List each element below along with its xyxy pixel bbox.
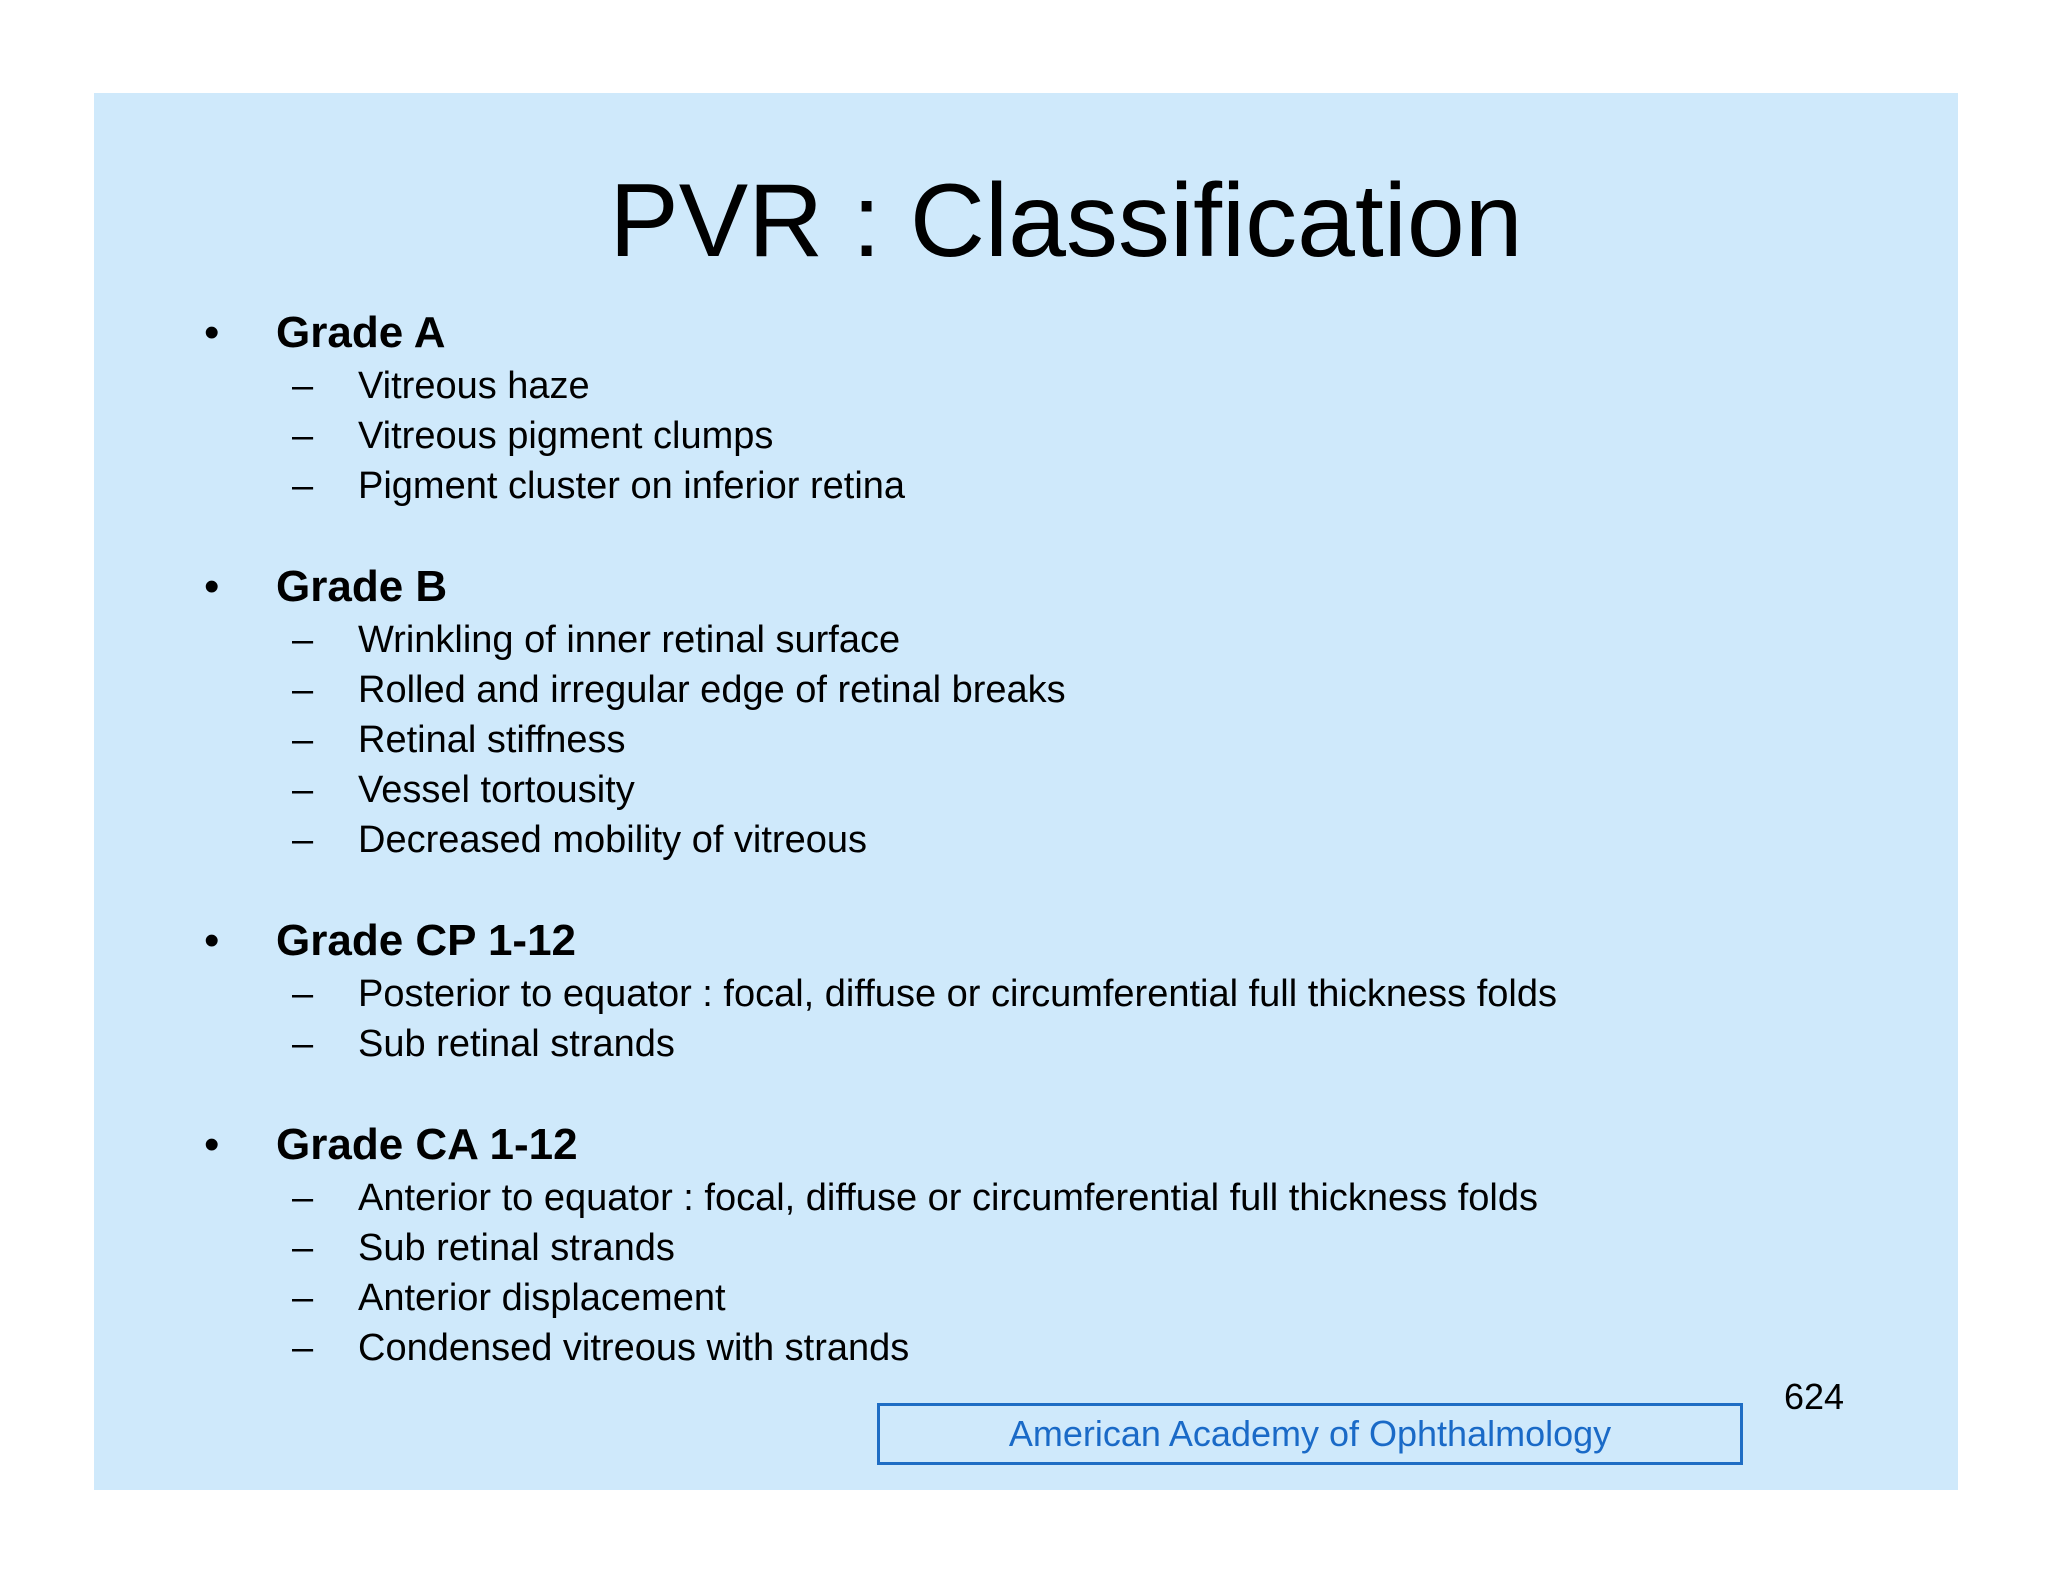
grade-heading — [204, 1117, 1904, 1173]
list-item — [204, 815, 1904, 865]
bullet-icon: • — [204, 562, 220, 611]
dash-icon: – — [292, 1277, 314, 1319]
list-item-label: Vessel tortousity — [358, 769, 635, 811]
list-item-label: Vitreous pigment clumps — [358, 415, 774, 457]
dash-icon: – — [292, 973, 314, 1015]
list-item-label: Decreased mobility of vitreous — [358, 819, 867, 861]
footer-credit: American Academy of Ophthalmology — [877, 1403, 1743, 1465]
grade-heading-label: Grade A — [276, 308, 446, 357]
bullet-icon: • — [204, 916, 220, 965]
slide — [94, 93, 1958, 1490]
dash-icon: – — [292, 465, 314, 507]
dash-icon: – — [292, 415, 314, 457]
dash-icon: – — [292, 769, 314, 811]
dash-icon: – — [292, 365, 314, 407]
list-item — [204, 1223, 1904, 1273]
grade-heading-label: Grade CA 1-12 — [276, 1120, 578, 1169]
list-item — [204, 361, 1904, 411]
list-item-label: Anterior to equator : focal, diffuse or circumferential full thickness folds — [358, 1177, 1538, 1219]
dash-icon: – — [292, 1023, 314, 1065]
list-item-label: Sub retinal strands — [358, 1023, 675, 1065]
bullet-icon: • — [204, 1120, 220, 1169]
grade-heading — [204, 305, 1904, 361]
grade-section — [204, 305, 1904, 511]
dash-icon: – — [292, 719, 314, 761]
list-item — [204, 1019, 1904, 1069]
list-item — [204, 665, 1904, 715]
list-item — [204, 615, 1904, 665]
list-item-label: Sub retinal strands — [358, 1227, 675, 1269]
list-item-label: Anterior displacement — [358, 1277, 726, 1319]
list-item — [204, 411, 1904, 461]
sub-list — [204, 969, 1904, 1069]
dash-icon: – — [292, 819, 314, 861]
list-item-label: Condensed vitreous with strands — [358, 1327, 910, 1369]
list-item-label: Wrinkling of inner retinal surface — [358, 619, 901, 661]
grade-section — [204, 1117, 1904, 1373]
grade-heading-label: Grade B — [276, 562, 448, 611]
dash-icon: – — [292, 1227, 314, 1269]
list-item — [204, 969, 1904, 1019]
dash-icon: – — [292, 619, 314, 661]
list-item-label: Pigment cluster on inferior retina — [358, 465, 906, 507]
sub-list — [204, 361, 1904, 511]
grade-section — [204, 559, 1904, 865]
list-item — [204, 1173, 1904, 1223]
grade-heading-label: Grade CP 1-12 — [276, 916, 577, 965]
dash-icon: – — [292, 669, 314, 711]
list-item — [204, 1273, 1904, 1323]
grade-heading — [204, 559, 1904, 615]
list-item — [204, 715, 1904, 765]
dash-icon: – — [292, 1177, 314, 1219]
list-item-label: Posterior to equator : focal, diffuse or circumferential full thickness folds — [358, 973, 1557, 1015]
sub-list — [204, 615, 1904, 865]
grade-section — [204, 913, 1904, 1069]
list-item — [204, 1323, 1904, 1373]
list-item-label: Vitreous haze — [358, 365, 590, 407]
bullet-icon: • — [204, 308, 220, 357]
slide-title: PVR : Classification — [609, 163, 1523, 279]
list-item — [204, 461, 1904, 511]
grade-list — [204, 305, 1904, 1421]
list-item-label: Retinal stiffness — [358, 719, 626, 761]
page-number: 624 — [1784, 1376, 1845, 1417]
dash-icon: – — [292, 1327, 314, 1369]
grade-heading — [204, 913, 1904, 969]
list-item-label: Rolled and irregular edge of retinal breaks — [358, 669, 1066, 711]
sub-list — [204, 1173, 1904, 1373]
list-item — [204, 765, 1904, 815]
